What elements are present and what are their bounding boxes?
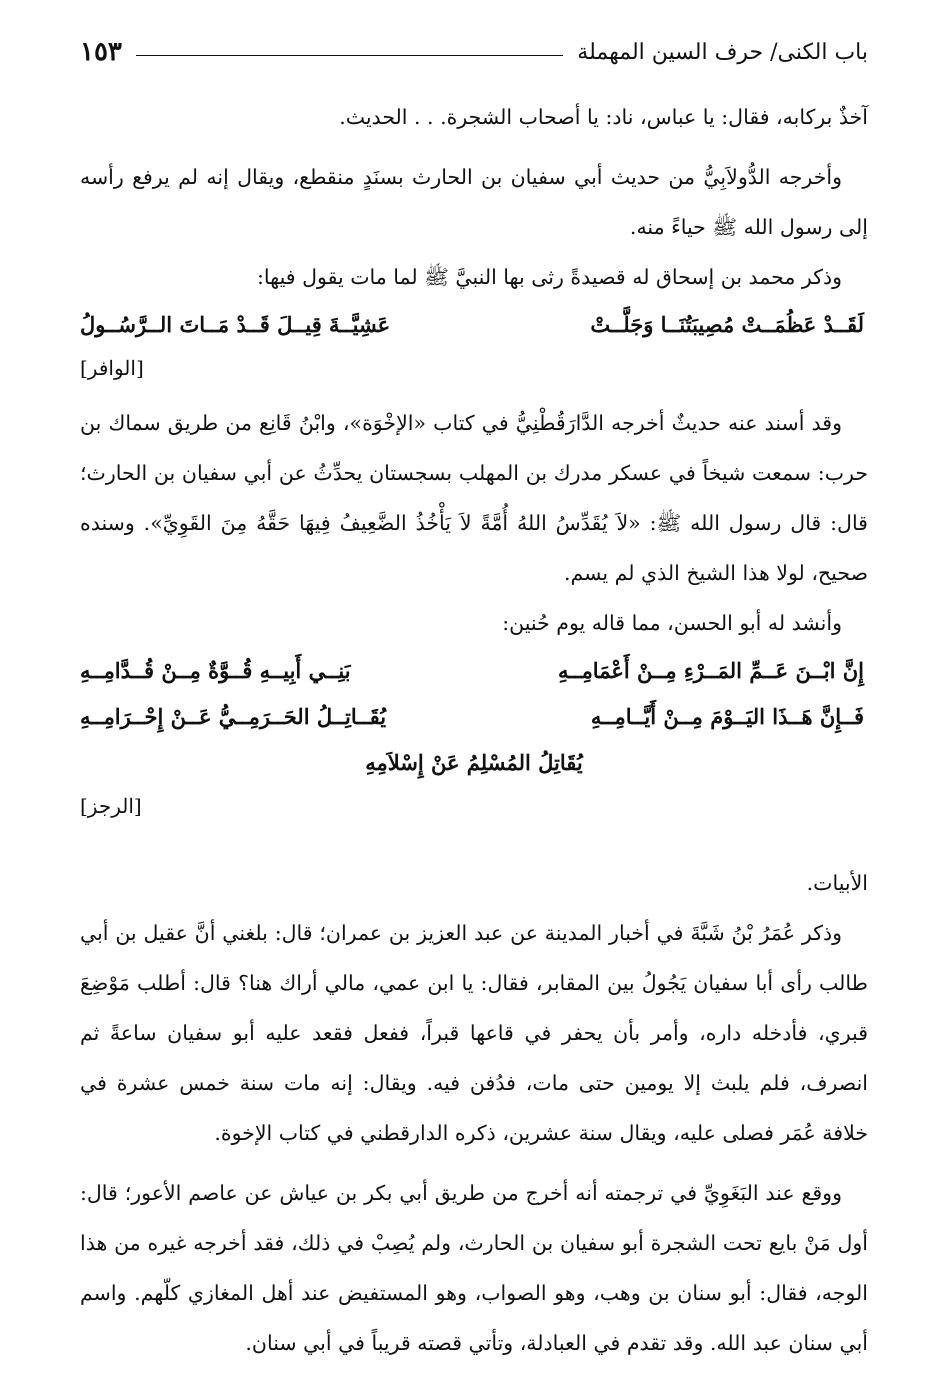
verse-hemistich: لَقَــدْ عَظُمَــتْ مُصِيبَتُنَــا وَجَلَّــتْ: [590, 312, 864, 337]
paragraph: وقد أسند عنه حديثٌ أخرجه الدَّارَقُطْنِيُّ في كتاب «الإخْوَة»، وابْنُ قَانِع من طريق سماك بن حرب: سمعت شيخاً في عسكر مدرك بن المهلب بسجستان يحدِّثُ عن أبي سفيان بن الحارث؛ قال: قال رسول الله ﷺ: «لاَ يُقَدِّسُ اللهُ أُمَّةً لاَ يَأْخُذُ الضَّعِيفُ فِيهَا حَقَّهُ مِنَ القَوِيِّ». وسنده صحيح، لولا هذا الشيخ الذي لم يسم.: [80, 411, 868, 585]
page-body: [80, 92, 868, 1368]
paragraph: الأبيات.: [806, 871, 868, 895]
running-title: باب الكنى/ حرف السين المهملة: [577, 39, 868, 65]
poem-verse: [80, 302, 868, 348]
poem-meter: [الرجز]: [80, 794, 142, 818]
paragraph: آخذٌ بركابه، فقال: يا عباس، ناد: يا أصحاب الشجرة. . . الحديث.: [339, 105, 868, 129]
paragraph: وأخرجه الدُّولاَبِيُّ من حديث أبي سفيان بن الحارث بسنَدٍ منقطع، ويقال إنه لم يرفع رأسه إلى رسول الله ﷺ حياءً منه.: [80, 165, 868, 239]
verse-hemistich: عَشِيَّــةَ قِيــلَ قَــدْ مَــاتَ الــرَّسُــولُ: [80, 312, 391, 337]
verse-hemistich: بَنِــي أَبِيــهِ قُــوَّةٌ مِــنْ قُــدَّامِــهِ: [80, 658, 351, 683]
poem-verse: يُقَاتِلُ المُسْلِمُ عَنْ إِسْلاَمِهِ: [365, 750, 583, 775]
verse-hemistich: إِنَّ ابْــنَ عَــمِّ المَــرْءِ مِــنْ أَعْمَامِــهِ: [558, 658, 864, 683]
paragraph: وأنشد له أبو الحسن، مما قاله يوم حُنين:: [502, 611, 842, 635]
verse-hemistich: يُقَــاتِــلُ الحَــرَمِــيُّ عَــنْ إِحْــرَامِــهِ: [80, 704, 387, 729]
paragraph: ووقع عند البَغَوِيِّ في ترجمته أنه أخرج من طريق أبي بكر بن عياش عن عاصم الأعور؛ قال: أول مَنْ بايع تحت الشجرة أبو سفيان بن الحارث، ولم يُصِبْ في ذلك، فقد أخرجه غيره من هذا الوجه، فقال: أبو سنان بن وهب، وهو الصواب، وهو المستفيض عند أهل المغازي كلّهم. واسم أبي سنان عبد الله. وقد تقدم في العبادلة، وتأتي قصته قريباً في أبي سنان.: [80, 1181, 868, 1355]
poem-verse: [80, 694, 868, 740]
verse-hemistich: فَــإِنَّ هَــذَا اليَــوْمَ مِــنْ أَيَّــامِــهِ: [590, 704, 864, 729]
poem-meter: [الوافر]: [80, 356, 144, 380]
page-number: ١٥٣: [80, 37, 122, 67]
paragraph: وذكر عُمَرُ بْنُ شَبَّةَ في أخبار المدينة عن عبد العزيز بن عمران؛ قال: بلغني أنَّ عقيل بن أبي طالب رأى أبا سفيان يَجُولُ بين المقابر، فقال: يا ابن عمي، مالي أراك هنا؟ قال: أطلب مَوْضِعَ قبري، فأدخله داره، وأمر بأن يحفر في قاعها قبراً، ففعل فقعد عليه أبو سفيان ساعةً ثم انصرف، فلم يلبث إلا يومين حتى مات، فدُفن فيه. ويقال: إنه مات سنة خمس عشرة في خلافة عُمَر فصلى عليه، ويقال سنة عشرين، ذكره الدارقطني في كتاب الإخوة.: [80, 921, 868, 1145]
poem-verse: [80, 648, 868, 694]
header-rule: [136, 55, 563, 56]
running-header: [80, 32, 868, 72]
paragraph: وذكر محمد بن إسحاق له قصيدةً رثى بها النبيَّ ﷺ لما مات يقول فيها:: [257, 265, 842, 289]
